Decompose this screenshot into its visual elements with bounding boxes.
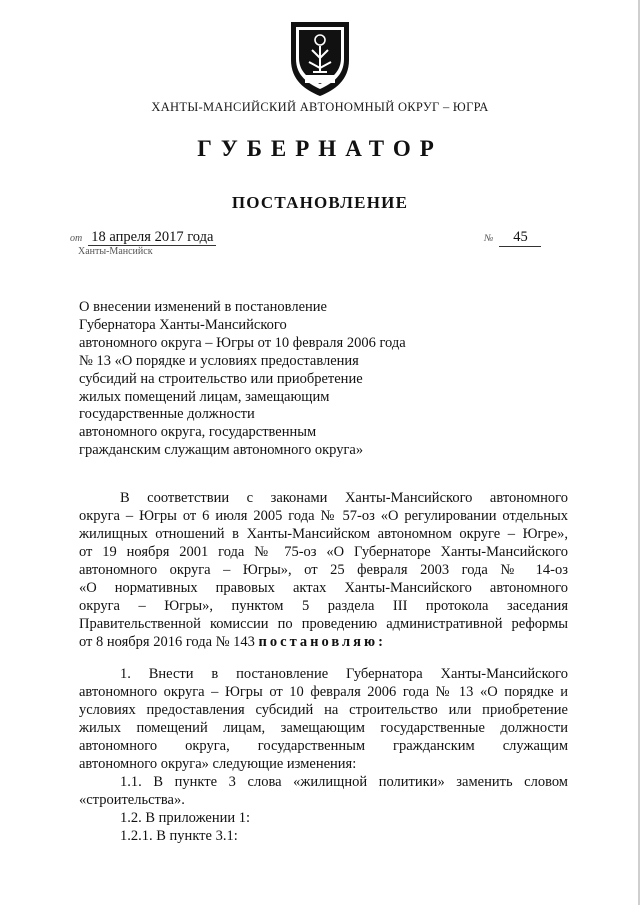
decree-keyword-colon: :: [378, 634, 383, 650]
date-prefix: от: [70, 233, 83, 244]
item-1-line: автономного округа, государственным гражданским служащим: [79, 738, 568, 754]
preamble-line: округа – Югры от 6 июля 2005 года № 57-оз «О регулировании отдельных: [79, 508, 568, 524]
number-field: [484, 229, 541, 247]
item-1-2-1-paragraph: [79, 827, 568, 845]
subject-line: О внесении изменений в постановление: [79, 299, 327, 315]
preamble-last-text: от 8 ноября 2016 года № 143: [79, 634, 255, 650]
item-1-2-line: 1.2. В приложении 1:: [120, 810, 251, 826]
preamble-line: жилищных отношений в Ханты-Мансийском автономном округе – Югре»,: [79, 526, 568, 542]
preamble-line: от 19 ноября 2001 года № 75-оз «О Губернаторе Ханты-Мансийского: [79, 544, 568, 560]
document-subject: [79, 299, 439, 460]
date-field: [70, 229, 216, 246]
preamble-line: В соответствии с законами Ханты-Мансийского автономного: [120, 490, 568, 506]
decree-keyword: постановляю: [258, 634, 379, 650]
subject-line: государственные должности: [79, 406, 255, 423]
subject-line: гражданским служащим автономного округа»: [79, 442, 364, 459]
item-1-2-1-line: 1.2.1. В пункте 3.1:: [120, 828, 238, 844]
item-1-line: жилых помещений лицам, замещающим государственные должности: [79, 720, 568, 736]
preamble-line: Правительственной комиссии по проведению административной реформы: [79, 616, 568, 632]
subject-line: № 13 «О порядке и условиях предоставления: [79, 352, 359, 369]
region-title: ХАНТЫ-МАНСИЙСКИЙ АВТОНОМНЫЙ ОКРУГ – ЮГРА: [151, 100, 489, 114]
preamble-last-line: [79, 633, 568, 651]
subject-line: жилых помещений лицам, замещающим: [79, 388, 330, 405]
subject-line: автономного округа, государственным: [79, 424, 317, 441]
preamble-line: автономного округа – Югры», от 25 февраля 2003 года № 14-оз: [79, 562, 568, 578]
item-1-1-paragraph: [79, 773, 568, 809]
authority-title: ГУБЕРНАТОР: [197, 136, 443, 161]
document-date: 18 апреля 2017 года: [88, 229, 216, 246]
item-1-2-paragraph: [79, 809, 568, 827]
item-1-last-line: автономного округа» следующие изменения:: [79, 756, 357, 772]
item-1-1-line: «строительства».: [79, 792, 185, 808]
preamble-line: округа – Югры», пунктом 5 раздела III протокола заседания: [79, 598, 568, 614]
preamble-paragraph: [79, 489, 568, 651]
preamble-line: «О нормативных правовых актах Ханты-Мансийского автономного: [79, 580, 568, 596]
coat-of-arms-emblem: [285, 18, 355, 98]
subject-line: субсидий на строительство или приобретение: [79, 370, 363, 387]
item-1-1-line: 1.1. В пункте 3 слова «жилищной политики» заменить словом: [120, 774, 568, 790]
subject-line: автономного округа – Югры от 10 февраля 2006 года: [79, 334, 406, 351]
document-type: ПОСТАНОВЛЕНИЕ: [231, 193, 409, 212]
subject-line: Губернатора Ханты-Мансийского: [79, 316, 287, 333]
document-number: 45: [499, 229, 541, 247]
number-prefix: №: [484, 233, 494, 244]
item-1-line: автономного округа – Югры от 10 февраля 2006 года № 13 «О порядке и: [79, 684, 568, 700]
city-label: Ханты-Мансийск: [78, 246, 153, 257]
item-1-line: 1. Внести в постановление Губернатора Ханты-Мансийского: [120, 666, 568, 682]
item-1-line: условиях предоставления субсидий на строительство или приобретение: [79, 702, 568, 718]
item-1-paragraph: [79, 665, 568, 773]
